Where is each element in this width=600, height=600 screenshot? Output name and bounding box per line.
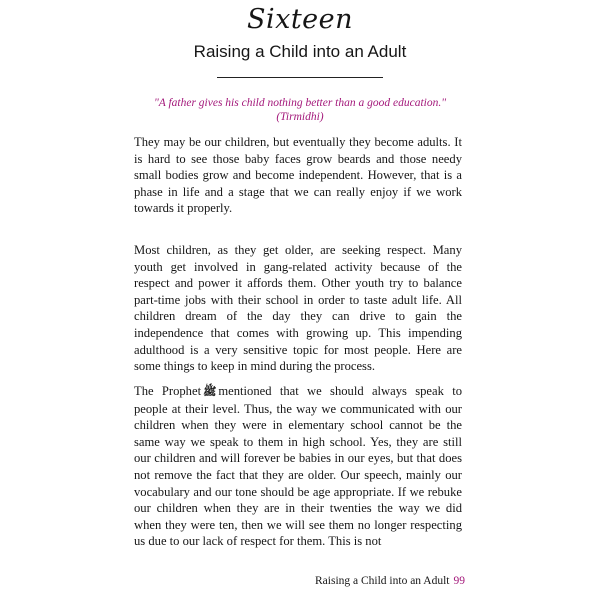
page-footer: [300, 574, 465, 588]
paragraph-continuation: mentioned that we should always speak to people at their level. Thus, the way we communicated with our children when they were in elementary school cannot be the same way we speak to them in high school. Yes, they are still our children and will forever be babies in our eyes, but that does not remove the fact that they are older. Our speech, mainly our vocabulary and our tone should be age appropriate. If we rebuke our children when they are in their twenties the way we did when they were ten, then we will see them no longer respecting us due to our lack of respect for them. This is not: [134, 384, 463, 549]
page-number: 99: [453, 575, 465, 587]
paragraph-opening: The Prophet: [134, 384, 202, 398]
title-divider: [217, 77, 383, 78]
body-paragraph: Most children, as they get older, are seeking respect. Many youth get involved in gang-related activity because of the respect and power it affords them. Other youth try to balance part-time jobs with their school in order to taste adult life. All children dream of the day they can drive to gain the independence that comes with growing up. This impending adulthood is a very sensitive topic for most people. Here are some things to keep in mind during the process.: [134, 243, 462, 374]
honorific-symbol: ﷺ: [203, 385, 217, 398]
body-paragraph: They may be our children, but eventually they become adults. It is hard to see those baby faces grow beards and those needy small bodies grow and become independent. However, that is a phase in life and a stage that we can really enjoy if we work towards it properly.: [134, 135, 462, 216]
body-paragraph: [134, 383, 462, 550]
epigraph-quote: "A father gives his child nothing better than a good education.": [153, 97, 447, 109]
chapter-title: Sixteen: [246, 4, 354, 35]
chapter-subtitle: Raising a Child into an Adult: [193, 42, 407, 61]
running-title: Raising a Child into an Adult: [315, 575, 450, 587]
epigraph-source: (Tirmidhi): [276, 111, 324, 123]
